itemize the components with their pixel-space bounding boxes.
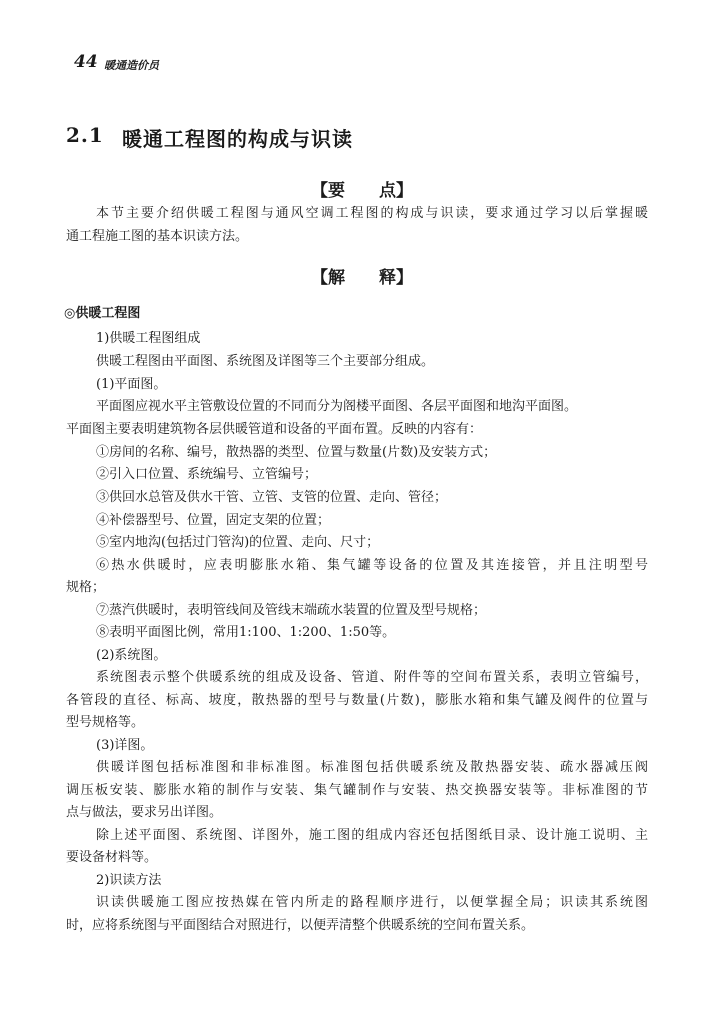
paragraph-line: 供暖工程图由平面图、系统图及详图等三个主要部分组成。 [96, 354, 435, 369]
paragraph-line: ②引入口位置、系统编号、立管编号； [96, 467, 318, 482]
paragraph-line: ⑤室内地沟(包括过门管沟)的位置、走向、尺寸； [96, 535, 380, 550]
page-number: 44 [74, 52, 98, 72]
paragraph-line: ④补偿器型号、位置，固定支架的位置； [96, 513, 331, 528]
paragraph-line: (1)平面图。 [96, 377, 167, 392]
section-title: 暖通工程图的构成与识读 [122, 127, 353, 151]
paragraph-line: 型号规格等。 [66, 715, 145, 730]
paragraph-line: 供暖详图包括标准图和非标准图。标准图包括供暖系统及散热器安装、疏水器减压阀 [96, 760, 650, 775]
paragraph-line: 平面图主要表明建筑物各层供暖管道和设备的平面布置。反映的内容有： [66, 422, 483, 437]
paragraph-line: 点与做法，要求另出详图。 [66, 805, 223, 820]
subheading: ◎供暖工程图 [64, 306, 141, 321]
paragraph-line: 要设备材料等。 [66, 850, 158, 865]
paragraph-line: 时，应将系统图与平面图结合对照进行，以便弄清整个供暖系统的空间布置关系。 [66, 918, 535, 933]
paragraph-line: 识读供暖施工图应按热媒在管内所走的路程顺序进行，以便掌握全局；识读其系统图 [96, 895, 650, 910]
section-number: 2.1 [66, 123, 104, 147]
paragraph-line: 本节主要介绍供暖工程图与通风空调工程图的构成与识读，要求通过学习以后掌握暖 [96, 206, 650, 221]
paragraph-line: 各管段的直径、标高、坡度，散热器的型号与数量(片数)，膨胀水箱和集气罐及阀件的位置与 [66, 693, 650, 708]
paragraph-line: (3)详图。 [96, 738, 154, 753]
paragraph-line: 通工程施工图的基本识读方法。 [66, 229, 249, 244]
paragraph-line: 平面图应视水平主管敷设位置的不同而分为阁楼平面图、各层平面图和地沟平面图。 [96, 399, 578, 414]
explanation-banner: 【解 释】 [311, 268, 413, 288]
paragraph-line: 1)供暖工程图组成 [96, 331, 201, 346]
paragraph-line: ⑥热水供暖时，应表明膨胀水箱、集气罐等设备的位置及其连接管，并且注明型号 [96, 558, 651, 573]
paragraph-line: ①房间的名称、编号，散热器的类型、位置与数量(片数)及安装方式； [96, 445, 497, 460]
paragraph-line: 规格； [66, 580, 106, 595]
paragraph-line: 2)识读方法 [96, 873, 162, 888]
paragraph-line: ⑦蒸汽供暖时，表明管线间及管线末端疏水装置的位置及型号规格； [96, 603, 487, 618]
running-header: 暖通造价员 [104, 59, 159, 72]
key-points-banner: 【要 点】 [311, 181, 413, 201]
paragraph-line: 调压板安装、膨胀水箱的制作与安装、集气罐制作与安装、热交换器安装等。非标准图的节 [66, 783, 650, 798]
paragraph-line: ⑧表明平面图比例，常用1:100、1:200、1:50等。 [96, 625, 396, 640]
paragraph-line: ③供回水总管及供水干管、立管、支管的位置、走向、管径； [96, 490, 448, 505]
paragraph-line: (2)系统图。 [96, 648, 167, 663]
paragraph-line: 除上述平面图、系统图、详图外，施工图的组成内容还包括图纸目录、设计施工说明、主 [96, 828, 650, 843]
paragraph-line: 系统图表示整个供暖系统的组成及设备、管道、附件等的空间布置关系，表明立管编号， [96, 670, 650, 685]
